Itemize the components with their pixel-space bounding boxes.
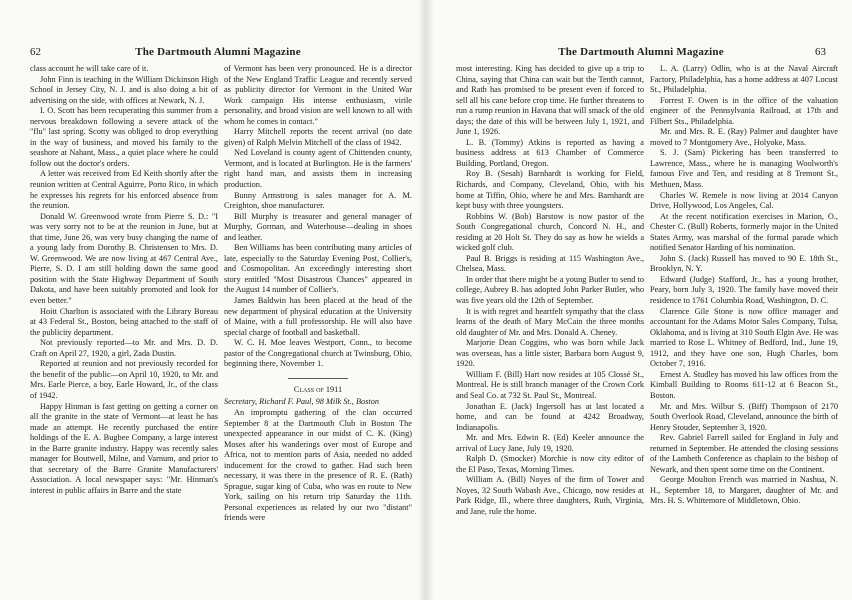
paragraph: William A. (Bill) Noyes of the firm of Tower and Noyes, 32 South Wabash Ave., Chicago, now resides at Park Ridge, Ill., where three daughters, Ruth, Virginia, and Jane, rule the home. xyxy=(456,475,644,516)
paragraph: Forrest F. Owen is in the office of the valuation engineer of the Pennsylvania Railroad, at 17th and Filbert Sts., Philadelphia. xyxy=(650,95,838,126)
paragraph: most interesting. King has decided to give up a trip to China, saying that China can wait but the Tenth cannot, and Rath has promised to be present even if forced to sell all his cane before crop time. He further threatens to run a rump reunion in Havana that will smack of the old days; the date of this will be between July 1, 1921, and June 1, 1926. xyxy=(456,64,644,137)
paragraph: Reported at reunion and not previously recorded for the benefit of the public—on April 10, 1920, to Mr. and Mrs. Earle Pierce, a boy, Earle Howard, Jr., of the class of 1942. xyxy=(30,359,218,400)
magazine-title-right: The Dartmouth Alumni Magazine xyxy=(558,46,724,58)
paragraph: Bunny Armstrong is sales manager for A. M. Creighton, shoe manufacturer. xyxy=(224,190,412,211)
paragraph: Harry Mitchell reports the recent arrival (no date given) of Ralph Melvin Mitchell of the class of 1942. xyxy=(224,127,412,147)
paragraph: Ben Williams has been contributing many articles of late, especially to the Saturday Evening Post, Collier's, and Cosmopolitan. An exceedingly interesting short story entitled "Most Disastrous Chances" appeared in the August 14 number of Collier's. xyxy=(224,243,412,295)
paragraph: Ernest A. Studley has moved his law offices from the Kimball Building to Rooms 611-12 at 6 Beacon St., Boston. xyxy=(650,369,838,400)
paragraph: Happy Hinman is fast getting on getting a corner on all the granite in the state of Vermont—at least he has made an attempt. He recently purchased the entire holdings of the E. A. Bugbee Company, a large interest in the Barre granite industry. Happy was recently sales manager for Boutwell, Milne, and Varnum, and prior to that secretary of the Barre Granite Manufacturers' Association. A local newspaper says: "Mr. Hinman's interest in public affairs in Barre and the state xyxy=(30,401,218,495)
right-column-2 xyxy=(650,64,838,590)
paragraph: Ned Loveland is county agent of Chittenden county, Vermont, and is located at Burlington. He is the farmers' right hand man, and assists them in increasing production. xyxy=(224,148,412,190)
magazine-title-left: The Dartmouth Alumni Magazine xyxy=(135,46,301,58)
left-column-2 xyxy=(224,64,412,590)
left-column-1 xyxy=(30,64,218,590)
paragraph: L. B. (Tommy) Atkins is reported as having a business address at 613 Chamber of Commerce Building, Portland, Oregon. xyxy=(456,137,644,168)
paragraph: Mr. and Mrs. R. E. (Ray) Palmer and daughter have moved to 7 Montgomery Ave., Holyoke, Mass. xyxy=(650,127,838,147)
section-divider xyxy=(288,378,348,379)
left-page-header xyxy=(30,45,406,59)
paragraph: Rev. Gabriel Farrell sailed for England in July and returned in September. He attended the closing sessions of the Lambeth Conference as chaplain to the bishop of Newark, and then spent some time on the Continent. xyxy=(650,433,838,474)
paragraph: Mr. and Mrs. Edwin R. (Ed) Keeler announce the arrival of Lucy Jane, July 19, 1920. xyxy=(456,433,644,453)
paragraph: Hoitt Charlton is associated with the Library Bureau at 43 Federal St., Boston, being attached to the staff of the publicity department. xyxy=(30,306,218,337)
paragraph: It is with regret and heartfelt sympathy that the class learns of the death of Mary McCain the three months old daughter of Mr. and Mrs. Donald A. Cheney. xyxy=(456,306,644,337)
secretary-line: Secretary, Richard F. Paul, 98 Milk St., Boston xyxy=(224,397,380,407)
page-number-left: 62 xyxy=(30,46,41,58)
right-page xyxy=(426,0,852,600)
paragraph: Clarence Gile Stone is now office manager and accountant for the Adams Motor Sales Company, Tulsa, Oklahoma, and is living at 310 South Elgin Ave. He was married to Rose L. Whitney of Bedford, Ind., June 19, 1912, and they have one son, Hugh Charles, born October 7, 1916. xyxy=(650,306,838,369)
paragraph: I. O. Scott has been recuperating this summer from a nervous breakdown following a severe attack of the "flu" last spring. Scotty was obliged to drop everything in the way of business, and moved his family to the seashore at Nahant, Mass., a quiet place where he could follow out the doctor's orders. xyxy=(30,106,218,168)
class-heading: Class of 1911 xyxy=(293,384,343,394)
paragraph: L. A. (Larry) Odlin, who is at the Naval Aircraft Factory, Philadelphia, has a home address at 407 Locust St., Philadelphia. xyxy=(650,64,838,95)
paragraph: Charles W. Remele is now living at 2014 Canyon Drive, Hollywood, Los Angeles, Cal. xyxy=(650,190,838,211)
paragraph: W. C. H. Moe leaves Westport, Conn., to become pastor of the Congregational church at Twinsburg, Ohio, beginning there, November 1. xyxy=(224,338,412,369)
paragraph: William F. (Bill) Hart now resides at 105 Clossé St., Montreal. He is still branch manager of the Crown Cork and Seal Co. at 732 St. Paul St., Montreal. xyxy=(456,369,644,400)
paragraph: Paul B. Briggs is residing at 115 Washington Ave., Chelsea, Mass. xyxy=(456,253,644,274)
paragraph: Jonathan E. (Jack) Ingersoll has at last located a home, and can be found at 4242 Broadway, Indianapolis. xyxy=(456,401,644,432)
paragraph: Bill Murphy is treasurer and general manager of Murphy, Gorman, and Waterhouse—dealing in shoes and leather. xyxy=(224,211,412,242)
paragraph: Not previously reported—to Mr. and Mrs. D. D. Craft on April 27, 1920, a girl, Zada Dustin. xyxy=(30,338,218,358)
paragraph: John Finn is teaching in the William Dickinson High School in Jersey City, N. J. and is also doing a bit of advertising on the side, with offices at Newark, N. J. xyxy=(30,74,218,105)
paragraph: George Moulton French was married in Nashua, N. H., September 18, to Margaret, daughter of Mr. and Mrs. H. S. Whittemore of Middletown, Ohio. xyxy=(650,475,838,506)
paragraph: Roy B. (Sesah) Barnhardt is working for Field, Richards, and Company, Cleveland, Ohio, with his home at Tiffin, Ohio, where he and Mrs. Barnhardt are kept busy with three youngsters. xyxy=(456,169,644,211)
right-page-header xyxy=(456,45,826,59)
paragraph: class account he will take care of it. xyxy=(30,64,149,73)
paragraph: S. J. (Sam) Pickering has been transferred to Lawrence, Mass., where he is managing Woolworth's famous Five and Ten, and residing at 8 Tremont St., Methuen, Mass. xyxy=(650,148,838,190)
paragraph: Edward (Judge) Stafford, Jr., has a young brother, Peary, born July 3, 1920. The family have moved their residence to 1761 Columbia Road, Washington, D. C. xyxy=(650,274,838,306)
paragraph: John S. (Jack) Russell has moved to 90 E. 18th St., Brooklyn, N. Y. xyxy=(650,253,838,274)
paragraph: James Baldwin has been placed at the head of the new department of physical education at the University of Maine, with a full professorship. He will also have special charge of football and basketball. xyxy=(224,296,412,337)
paragraph: A letter was received from Ed Keith shortly after the reunion written at Central Aguirre, Porto Rico, in which he expresses his regrets for his enforced absence from the reunion. xyxy=(30,169,218,211)
paragraph: An impromptu gathering of the clan occurred September 8 at the Dartmouth Club in Boston The unexpected appearance in our midst of C. K. (King) Moses after his wanderings over most of Europe and Africa, not to mention parts of Asia, needed no added inducement for the crowd to gather. Had such been necessary, it was there in the presence of R. E. (Rath) Sprague, sugar king of Cuba, who was en route to New York, sailing on his return trip Saturday the 11th. Personal experiences as related by our two "distant" friends were xyxy=(224,407,412,523)
paragraph: In order that there might be a young Butler to send to college, Aubrey B. has adopted John Parker Butler, who was five years old the 12th of September. xyxy=(456,274,644,306)
page-number-right: 63 xyxy=(815,46,826,58)
paragraph: Mr. and Mrs. Wilbur S. (Biff) Thompson of 2170 South Overlook Road, Cleveland, announce the birth of Henry Stouder, September 3, 1920. xyxy=(650,401,838,432)
paragraph: Donald W. Greenwood wrote from Pierre S. D.: "I was very sorry not to be at the reunion in June, but at that time, June 26, was very busy changing the name of a young lady from Dorothy B. Christensen to Mrs. D. W. Greenwood. We are now living at 467 Central Ave., Pierre, S. D. I am still holding down the same good position with the State Highway Department of South Dakota, and have been suitably promoted and look for even better." xyxy=(30,211,218,306)
paragraph: Ralph D. (Smocker) Morchie is now city editor of the El Paso, Texas, Morning Times. xyxy=(456,454,644,474)
right-column-1 xyxy=(456,64,644,590)
paragraph: Marjorie Dean Coggins, who was born while Jack was overseas, has a little sister, Barbara born August 9, 1920. xyxy=(456,338,644,369)
paragraph: At the recent notification exercises in Marion, O., Chester C. (Bull) Roberts, formerly major in the United States Army, was marshal of the formal parade which notified Senator Harding of his nomination. xyxy=(650,211,838,253)
paragraph: of Vermont has been very pronounced. He is a director of the New England Traffic League and recently served as publicity director for Vermont in the United War Work campaign His intense enthusiasm, virile personality, and broad vision are well known to all with whom he comes in contact." xyxy=(224,64,412,126)
paragraph: Robbins W. (Bob) Barstow is now pastor of the South Congregational church, Concord N. H., and residing at 20 Holt St. They do say as how he wields a wicked golf club. xyxy=(456,211,644,253)
